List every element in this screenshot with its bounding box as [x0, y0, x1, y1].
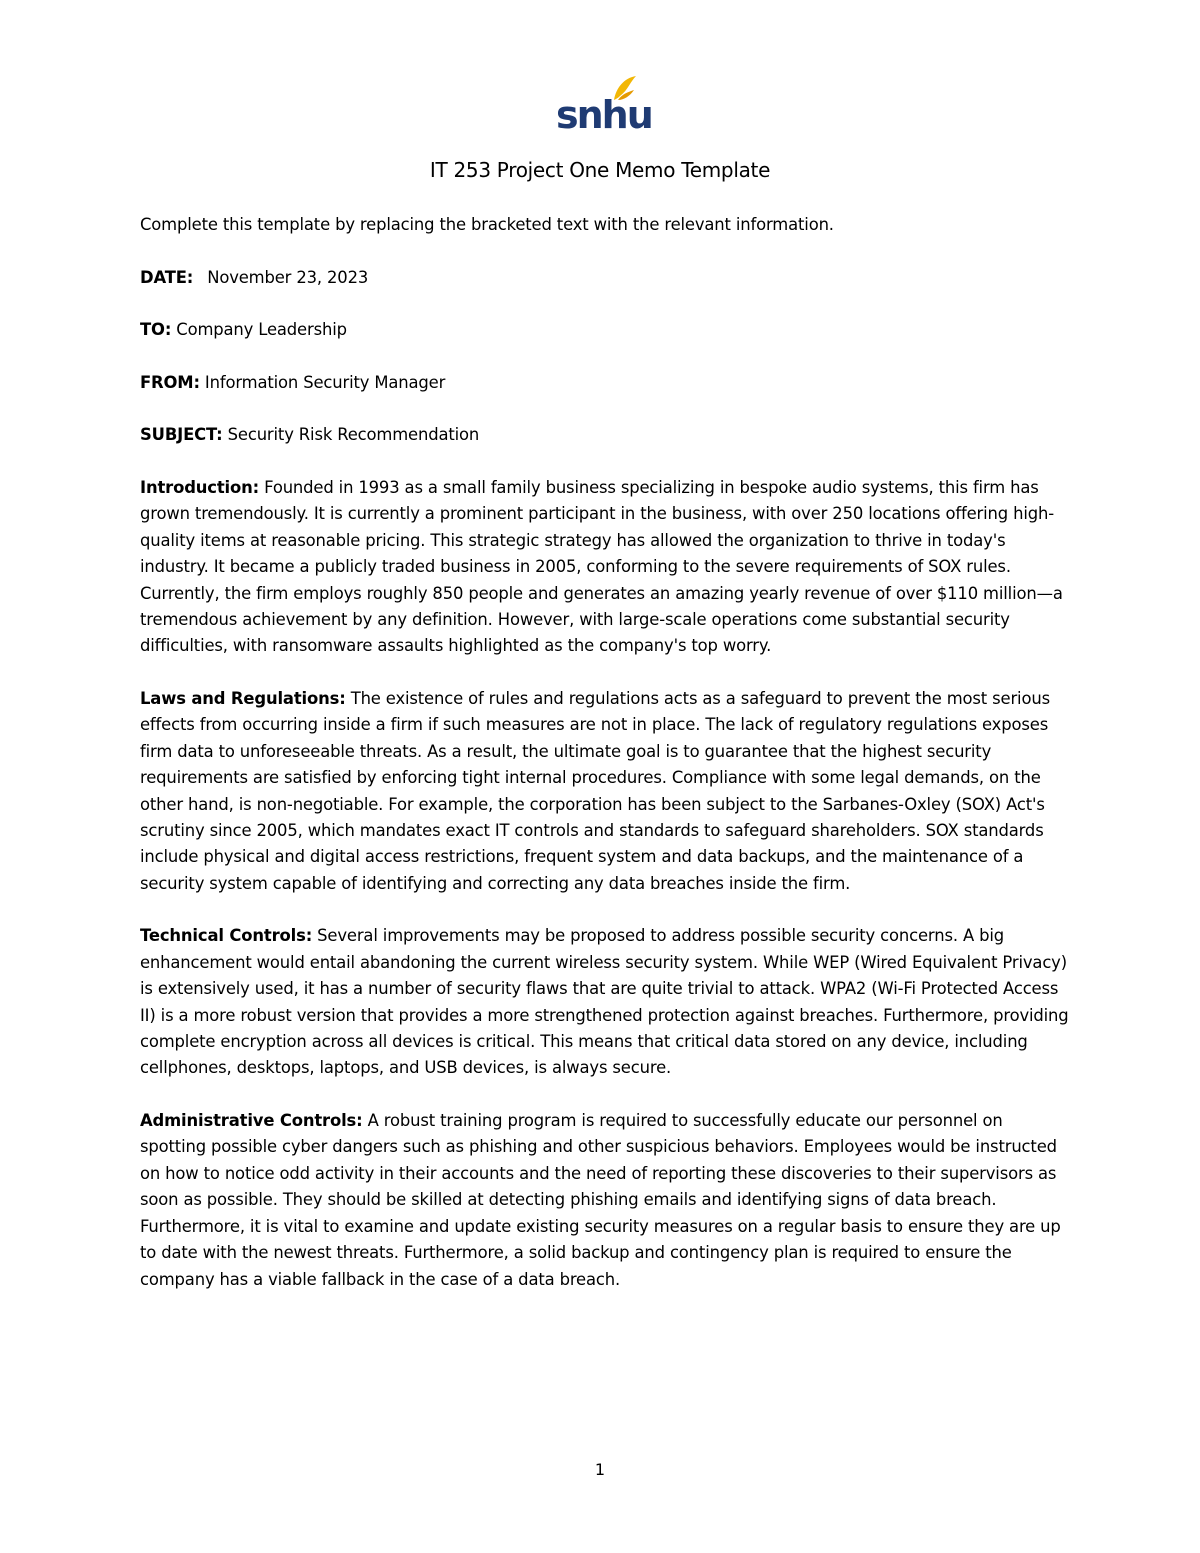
subject-row — [140, 422, 1070, 448]
to-label: TO: — [140, 320, 172, 340]
svg-text:snhu: snhu — [556, 93, 652, 137]
section-body: Several improvements may be proposed to address possible security concerns. A big enhancement would entail abandoning the current wireless security system. While WEP (Wired Equivalent Privacy) is extensively used, it has a number of security flaws that are quite trivial to attack. WPA2 (Wi-Fi Protected Access II) is a more robust version that provides a more strengthened protection against breaches. Furthermore, providing complete encryption across all devices is critical. This means that critical data stored on any device, including cellphones, desktops, laptops, and USB devices, is always secure. — [140, 926, 1069, 1078]
date-row — [140, 265, 1070, 291]
section-body: The existence of rules and regulations acts as a safeguard to prevent the most serious effects from occurring inside a firm if such measures are not in place. The lack of regulatory regulations exposes firm data to unforeseeable threats. As a result, the ultimate goal is to guarantee that the highest security requirements are satisfied by enforcing tight internal procedures. Compliance with some legal demands, on the other hand, is non-negotiable. For example, the corporation has been subject to the Sarbanes-Oxley (SOX) Act's scrutiny since 2005, which mandates exact IT controls and standards to safeguard shareholders. SOX standards include physical and digital access restrictions, frequent system and data backups, and the maintenance of a security system capable of identifying and correcting any data breaches inside the firm. — [140, 689, 1050, 893]
section-body: A robust training program is required to successfully educate our personnel on spotting possible cyber dangers such as phishing and other suspicious behaviors. Employees would be instructed on how to notice odd activity in their accounts and the need of reporting these discoveries to their supervisors as soon as possible. They should be skilled at detecting phishing emails and identifying signs of data breach. Furthermore, it is vital to examine and update existing security measures on a regular basis to ensure they are up to date with the newest threats. Furthermore, a solid backup and contingency plan is required to ensure the company has a viable fallback in the case of a data breach. — [140, 1111, 1061, 1289]
section-heading: Introduction: — [140, 477, 260, 497]
from-value: Information Security Manager — [199, 372, 446, 392]
document-title: IT 253 Project One Memo Template — [429, 158, 771, 182]
section-introduction — [140, 475, 1070, 660]
date-value: November 23, 2023 — [207, 267, 369, 287]
instructions-text: Complete this template by replacing the bracketed text with the relevant information. — [140, 215, 834, 234]
to-row — [140, 317, 1070, 343]
section-administrative-controls — [140, 1108, 1070, 1293]
section-heading: Technical Controls: — [140, 926, 313, 946]
subject-value: Security Risk Recommendation — [222, 425, 480, 445]
section-body: Founded in 1993 as a small family business specializing in bespoke audio systems, this firm has grown tremendously. It is currently a prominent participant in the business, with over 250 locations offering high-quality items at reasonable pricing. This strategic strategy has allowed the organization to thrive in today's industry. It became a publicly traded business in 2005, conforming to the severe requirements of SOX rules. Currently, the firm employs roughly 850 people and generates an amazing yearly revenue of over $110 million—a tremendous achievement by any definition. However, with large-scale operations come substantial security difficulties, with ransomware assaults highlighted as the company's top worry. — [140, 477, 1063, 656]
section-heading: Administrative Controls: — [140, 1111, 363, 1131]
section-laws-and-regulations — [140, 686, 1070, 897]
to-value: Company Leadership — [171, 320, 347, 340]
snhu-logo — [554, 70, 652, 137]
section-technical-controls — [140, 923, 1070, 1081]
section-heading: Laws and Regulations: — [140, 689, 346, 708]
page-number: 1 — [594, 1460, 606, 1479]
memo-body — [140, 212, 1070, 1319]
subject-label: SUBJECT: — [140, 425, 223, 445]
from-label: FROM: — [140, 372, 200, 392]
date-label: DATE: — [140, 267, 194, 287]
from-row — [140, 370, 1070, 396]
